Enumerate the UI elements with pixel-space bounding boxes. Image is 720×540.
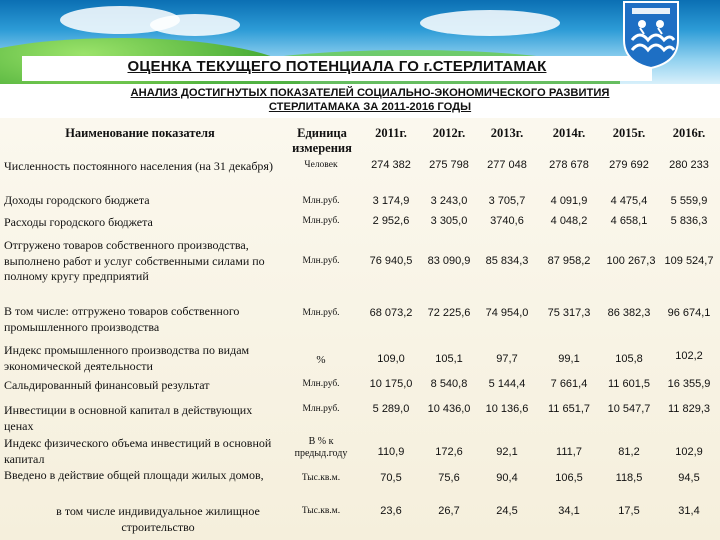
table-cell: 10 547,7 [607, 403, 651, 415]
table-cell: 279 692 [609, 159, 649, 171]
table-cell: 90,4 [496, 472, 518, 484]
table-cell: 85 834,3 [485, 255, 529, 267]
table-cell: 86 382,3 [607, 307, 651, 319]
column-header-name: Наименование показателя [65, 126, 215, 140]
table-cell: 274 382 [371, 159, 411, 171]
column-header-year: 2013г. [490, 126, 524, 140]
table-cell: 110,9 [377, 446, 405, 458]
table-cell: 11 829,3 [667, 403, 710, 415]
row-name-population: Численность постоянного населения (на 31 декабря) [4, 159, 273, 173]
column-header-year: 2012г. [432, 126, 466, 140]
column-header-year: 2016г. [672, 126, 706, 140]
table-cell: 3 174,9 [372, 195, 410, 207]
table-cell: 81,2 [618, 446, 640, 458]
table-cell: 11 651,7 [547, 403, 590, 415]
table-cell: 3 243,0 [430, 195, 468, 207]
table-cell: 83 090,9 [427, 255, 471, 267]
table-cell: 72 225,6 [427, 307, 471, 319]
row-unit: % [316, 354, 326, 366]
table-cell: 277 048 [487, 159, 527, 171]
subtitle-line-2: СТЕРЛИТАМАКА ЗА 2011-2016 ГОДЫ [268, 101, 472, 113]
table-cell: 100 267,3 [606, 255, 656, 267]
table-cell: 87 958,2 [547, 255, 591, 267]
row-name-individual-housing: в том числе индивидуальное жилищное строительство [56, 504, 260, 534]
table-cell: 10 175,0 [369, 378, 413, 390]
row-name-investments: Инвестиции в основной капитал в действующих ценах [4, 403, 253, 433]
table-cell: 75 317,3 [547, 307, 591, 319]
table-cell: 4 475,4 [610, 195, 648, 207]
table-cell: 105,8 [615, 353, 643, 365]
row-name-housing: Введено в действие общей площади жилых домов, [4, 468, 264, 482]
table-cell: 97,7 [496, 353, 518, 365]
row-name-financial-result: Сальдированный финансовый результат [4, 378, 210, 392]
row-unit: Млн.руб. [302, 404, 340, 414]
table-cell: 109,0 [377, 353, 405, 365]
table-cell: 92,1 [496, 446, 518, 458]
table-cell: 3 305,0 [430, 215, 468, 227]
table-cell: 76 940,5 [369, 255, 413, 267]
city-emblem-icon [620, 0, 682, 70]
table-cell: 172,6 [435, 446, 463, 458]
table-cell: 70,5 [380, 472, 402, 484]
table-cell: 105,1 [435, 353, 463, 365]
row-name-industrial-index: Индекс промышленного производства по видам экономической деятельности [4, 343, 250, 373]
table-cell: 275 798 [429, 159, 469, 171]
column-header-unit [282, 126, 362, 156]
row-name-budget-expenses: Расходы городского бюджета [4, 215, 153, 229]
row-unit: Млн.руб. [302, 216, 340, 226]
table-cell: 106,5 [555, 472, 583, 484]
table-cell: 5 289,0 [372, 403, 410, 415]
column-header-unit-line-1: Единица [297, 126, 347, 140]
row-name-budget-revenue: Доходы городского бюджета [4, 193, 150, 207]
subtitle-line-1: АНАЛИЗ ДОСТИГНУТЫХ ПОКАЗАТЕЛЕЙ СОЦИАЛЬНО-ЭКОНОМИЧЕСКОГО РАЗВИТИЯ [130, 87, 610, 99]
row-unit-line-2: предыд.году [294, 448, 348, 459]
table-cell: 99,1 [558, 353, 580, 365]
table-cell: 24,5 [496, 505, 518, 517]
table-cell: 5 559,9 [670, 195, 708, 207]
table-cell: 10 436,0 [427, 403, 471, 415]
column-header-unit-line-2: измерения [292, 141, 352, 155]
cloud-decoration [420, 10, 560, 36]
table-cell: 109 524,7 [664, 255, 714, 267]
page-title: ОЦЕНКА ТЕКУЩЕГО ПОТЕНЦИАЛА ГО г.СТЕРЛИТАМАК [127, 58, 547, 75]
table-cell: 3740,6 [490, 215, 524, 227]
table-cell: 118,5 [615, 472, 643, 484]
row-name-shipped-goods: Отгружено товаров собственного производства, выполнено работ и услуг собственными силами по полному кругу предприятий [4, 238, 265, 283]
row-unit: Млн.руб. [302, 256, 340, 266]
page-subtitle [40, 86, 700, 114]
row-unit-line-1: В % к [308, 436, 334, 447]
table-cell: 34,1 [558, 505, 580, 517]
row-name-investment-index: Индекс физического объема инвестиций в основной капитал [4, 436, 272, 466]
table-cell: 74 954,0 [485, 307, 529, 319]
row-unit: Млн.руб. [302, 379, 340, 389]
table-cell: 4 091,9 [550, 195, 588, 207]
table-cell: 111,7 [556, 446, 582, 458]
table-cell: 96 674,1 [667, 307, 711, 319]
row-unit: Млн.руб. [302, 308, 340, 318]
table-cell: 17,5 [618, 505, 640, 517]
table-cell: 5 144,4 [488, 378, 526, 390]
table-cell: 10 136,6 [485, 403, 529, 415]
column-header-year: 2011г. [375, 126, 407, 140]
table-cell: 278 678 [549, 159, 589, 171]
table-cell: 280 233 [669, 159, 709, 171]
table-cell: 7 661,4 [550, 378, 588, 390]
table-cell: 102,9 [675, 446, 703, 458]
row-name-industrial-shipped: В том числе: отгружено товаров собственного промышленного производства [4, 304, 240, 334]
row-unit: Человек [304, 160, 338, 170]
table-cell: 11 601,5 [607, 378, 650, 390]
row-unit: Тыс.кв.м. [301, 473, 341, 483]
row-unit: Тыс.кв.м. [301, 506, 341, 516]
row-unit [290, 436, 352, 460]
table-cell: 102,2 [675, 350, 703, 362]
table-cell: 4 658,1 [610, 215, 648, 227]
table-cell: 23,6 [380, 505, 402, 517]
table-cell: 31,4 [678, 505, 700, 517]
row-unit: Млн.руб. [302, 196, 340, 206]
column-header-year: 2014г. [552, 126, 586, 140]
table-cell: 94,5 [678, 472, 700, 484]
column-header-year: 2015г. [612, 126, 646, 140]
table-cell: 5 836,3 [670, 215, 708, 227]
table-cell: 75,6 [438, 472, 460, 484]
table-cell: 2 952,6 [372, 215, 410, 227]
table-cell: 26,7 [438, 505, 460, 517]
table-cell: 8 540,8 [430, 378, 468, 390]
table-cell: 68 073,2 [369, 307, 413, 319]
table-cell: 3 705,7 [488, 195, 526, 207]
cloud-decoration [150, 14, 240, 36]
table-cell: 16 355,9 [667, 378, 711, 390]
table-cell: 4 048,2 [550, 215, 588, 227]
